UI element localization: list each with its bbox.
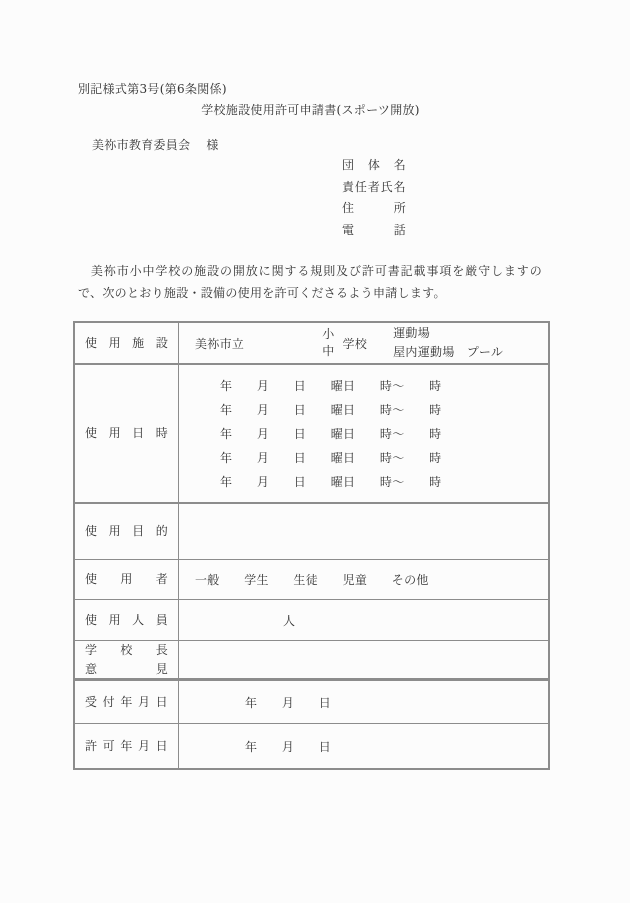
intro-paragraph: 美祢市小中学校の施設の開放に関する規則及び許可書記載事項を厳守しますので、次のとおり施設・設備の使用を許可くださるよう申請します。 bbox=[78, 264, 542, 300]
table-row-permission-date bbox=[75, 724, 548, 768]
datetime-line: 年 月 日 曜日 時〜 時 bbox=[220, 451, 442, 466]
table-row-datetime bbox=[75, 365, 548, 504]
facility-ground: 運動場 bbox=[393, 326, 431, 340]
datetime-value-cell bbox=[179, 365, 548, 502]
facility-junior: 中 bbox=[322, 344, 335, 358]
facility-elementary: 小 bbox=[322, 327, 335, 341]
facility-city-prefix: 美祢市立 bbox=[195, 336, 245, 351]
permission-date-label: 許可年月日 bbox=[85, 738, 168, 753]
field-organization-label: 団体名 bbox=[342, 158, 406, 172]
users-label: 使用者 bbox=[85, 572, 168, 586]
headcount-value-cell bbox=[179, 600, 548, 640]
datetime-line: 年 月 日 曜日 時〜 時 bbox=[220, 378, 442, 393]
permission-date-label-cell bbox=[75, 724, 179, 768]
facility-school-suffix: 学校 bbox=[342, 336, 368, 351]
headcount-label: 使用人員 bbox=[85, 612, 168, 627]
table-row-reception-date bbox=[75, 681, 548, 724]
page-title: 学校施設使用許可申請書(スポーツ開放) bbox=[201, 103, 420, 117]
table-row-facility bbox=[75, 323, 548, 365]
users-options: 一般 学生 生徒 児童 その他 bbox=[195, 573, 429, 587]
field-responsible-person-label: 責任者氏名 bbox=[342, 179, 406, 194]
table-row-principal-opinion bbox=[75, 641, 548, 681]
reception-date-label-cell bbox=[75, 681, 179, 723]
users-label-cell bbox=[75, 560, 179, 599]
principal-opinion-label-line1: 学校長 bbox=[85, 642, 168, 657]
purpose-value-cell bbox=[179, 504, 548, 559]
facility-school-type bbox=[322, 326, 334, 360]
table-row-users bbox=[75, 560, 548, 600]
application-table bbox=[73, 321, 550, 770]
reception-date-value: 年 月 日 bbox=[245, 695, 332, 710]
facility-value-cell bbox=[179, 323, 548, 363]
purpose-label-cell bbox=[75, 504, 179, 559]
table-row-headcount bbox=[75, 600, 548, 641]
field-address-label: 住所 bbox=[342, 201, 406, 216]
principal-opinion-label-line2: 意見 bbox=[85, 661, 168, 676]
recipient-honorific: 様 bbox=[206, 138, 219, 152]
headcount-label-cell bbox=[75, 600, 179, 640]
facility-label: 使用施設 bbox=[85, 335, 168, 350]
facility-options bbox=[393, 324, 503, 362]
recipient-line bbox=[92, 136, 219, 153]
datetime-label-cell bbox=[75, 365, 179, 502]
recipient-name: 美祢市教育委員会 bbox=[92, 138, 191, 152]
permission-date-value: 年 月 日 bbox=[245, 739, 332, 754]
purpose-label: 使用目的 bbox=[85, 524, 168, 538]
headcount-unit: 人 bbox=[283, 613, 296, 628]
field-phone-label: 電話 bbox=[342, 223, 406, 238]
datetime-label: 使用日時 bbox=[85, 426, 168, 440]
permission-date-value-cell bbox=[179, 724, 548, 768]
principal-opinion-value-cell bbox=[179, 641, 548, 678]
datetime-line: 年 月 日 曜日 時〜 時 bbox=[220, 402, 442, 417]
reception-date-value-cell bbox=[179, 681, 548, 723]
facility-label-cell bbox=[75, 323, 179, 363]
applicant-fields bbox=[342, 155, 406, 242]
datetime-line: 年 月 日 曜日 時〜 時 bbox=[220, 475, 442, 490]
principal-opinion-label-cell bbox=[75, 641, 179, 678]
reception-date-label: 受付年月日 bbox=[85, 694, 168, 709]
table-row-purpose bbox=[75, 504, 548, 560]
form-number: 別記様式第3号(第6条関係) bbox=[78, 82, 227, 96]
facility-indoor-pool: 屋内運動場 プール bbox=[393, 345, 504, 359]
datetime-line: 年 月 日 曜日 時〜 時 bbox=[220, 426, 442, 441]
users-value-cell bbox=[179, 560, 548, 599]
